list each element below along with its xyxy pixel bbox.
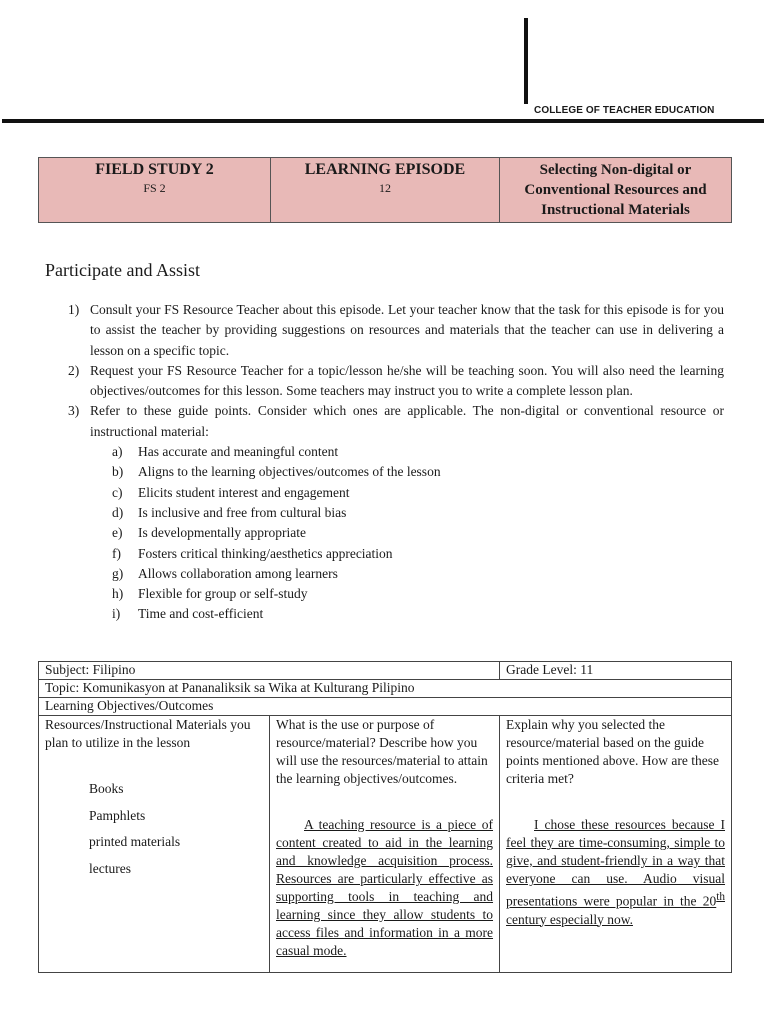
reason-header: Explain why you selected the resource/material based on the guide points mentioned above. How are these criteria met? <box>506 717 719 786</box>
guide-point <box>112 544 724 564</box>
guide-point-letter: h) <box>112 586 124 602</box>
guide-point-text: Elicits student interest and engagement <box>138 484 350 500</box>
college-name: COLLEGE OF TEACHER EDUCATION <box>534 105 715 116</box>
guide-point-text: Allows collaboration among learners <box>138 565 338 581</box>
episode-title: LEARNING EPISODE <box>304 161 466 178</box>
step-item <box>68 361 724 402</box>
guide-point-letter: g) <box>112 565 124 581</box>
guide-point-text: Time and cost-efficient <box>138 606 264 622</box>
purpose-header: What is the use or purpose of resource/material? Describe how you will use the resources/material to attain the learning objectives/outcomes. <box>276 717 488 786</box>
step-number: 1) <box>68 302 80 317</box>
reason-superscript: th <box>716 891 726 903</box>
guide-points-list <box>68 442 724 625</box>
resource-item: lectures <box>89 860 131 876</box>
guide-point <box>112 584 724 604</box>
resource-item: Books <box>89 781 124 796</box>
step-number: 2) <box>68 362 80 378</box>
episode-topic-cell <box>500 158 732 223</box>
episode-topic: Selecting Non-digital or Conventional Resources and Instructional Materials <box>524 162 707 218</box>
steps-list <box>68 300 724 625</box>
guide-point <box>112 442 724 462</box>
subject-cell[interactable]: Subject: Filipino <box>39 662 500 680</box>
field-study-cell <box>39 158 271 223</box>
purpose-cell[interactable] <box>270 716 500 973</box>
guide-point-letter: c) <box>112 484 123 500</box>
guide-point-text: Aligns to the learning objectives/outcomes of the lesson <box>138 464 441 480</box>
episode-cell <box>271 158 500 223</box>
guide-point <box>112 462 724 482</box>
guide-point <box>112 604 724 624</box>
field-study-code: FS 2 <box>143 181 166 195</box>
step-number: 3) <box>68 403 80 419</box>
grade-level-cell[interactable]: Grade Level: 11 <box>500 662 732 680</box>
episode-header-table <box>38 157 732 223</box>
reason-answer-end: century especially now. <box>506 911 633 927</box>
guide-point-letter: d) <box>112 504 124 520</box>
guide-point-letter: f) <box>112 545 121 561</box>
guide-point <box>112 483 724 503</box>
guide-point <box>112 523 724 543</box>
resource-item: printed materials <box>89 834 181 849</box>
guide-point <box>112 503 724 523</box>
reason-cell[interactable] <box>500 716 732 973</box>
step-text: Consult your FS Resource Teacher about this episode. Let your teacher know that the task for this episode is for you to assist the teacher by providing suggestions on resources and materials that the teacher can use in delivering a lesson on a specific topic. <box>90 302 724 358</box>
guide-point-letter: e) <box>112 525 123 541</box>
step-text: Refer to these guide points. Consider which ones are applicable. The non-digital or conventional resource or instructional material: <box>90 403 724 439</box>
resources-cell[interactable] <box>39 716 270 973</box>
step-item <box>68 300 724 361</box>
header-vertical-rule <box>524 18 528 104</box>
guide-point-letter: a) <box>112 444 123 460</box>
reason-answer-text: I chose these resources because I feel they are time-consuming, simple to give, and student-friendly in a way that everyone can use. Audio visual presentations were popular in the 20 <box>506 817 726 909</box>
step-text: Request your FS Resource Teacher for a topic/lesson he/she will be teaching soon. You will also need the learning objectives/outcomes for this lesson. Some teachers may instruct you to write a complete lesson plan. <box>90 362 724 399</box>
topic-cell[interactable]: Topic: Komunikasyon at Pananaliksik sa Wika at Kulturang Pilipino <box>39 680 732 698</box>
guide-point <box>112 564 724 584</box>
guide-point-text: Is developmentally appropriate <box>138 525 306 541</box>
guide-point-text: Fosters critical thinking/aesthetics appreciation <box>138 545 393 561</box>
guide-point-letter: b) <box>112 464 124 480</box>
section-title: Participate and Assist <box>45 260 200 280</box>
guide-point-letter: i) <box>112 606 121 622</box>
guide-point-text: Flexible for group or self-study <box>138 586 308 602</box>
guide-point-text: Has accurate and meaningful content <box>138 444 339 460</box>
resources-header: Resources/Instructional Materials you plan to utilize in the lesson <box>45 717 251 750</box>
field-study-title: FIELD STUDY 2 <box>95 161 214 178</box>
header-horizontal-rule <box>2 119 764 123</box>
guide-point-text: Is inclusive and free from cultural bias <box>138 504 347 520</box>
lesson-plan-table <box>38 661 732 973</box>
step-item <box>68 401 724 442</box>
objectives-cell[interactable]: Learning Objectives/Outcomes <box>39 698 732 716</box>
reason-answer <box>506 816 725 929</box>
purpose-answer: A teaching resource is a piece of content created to aid in the learning and knowledge acquisition process. Resources are particularly effective as supporting tools in teaching and learning since they allow students to access files and information in a more casual mode. <box>276 817 494 958</box>
episode-number: 12 <box>379 181 391 195</box>
resource-item: Pamphlets <box>89 807 146 823</box>
resources-list <box>89 776 263 882</box>
